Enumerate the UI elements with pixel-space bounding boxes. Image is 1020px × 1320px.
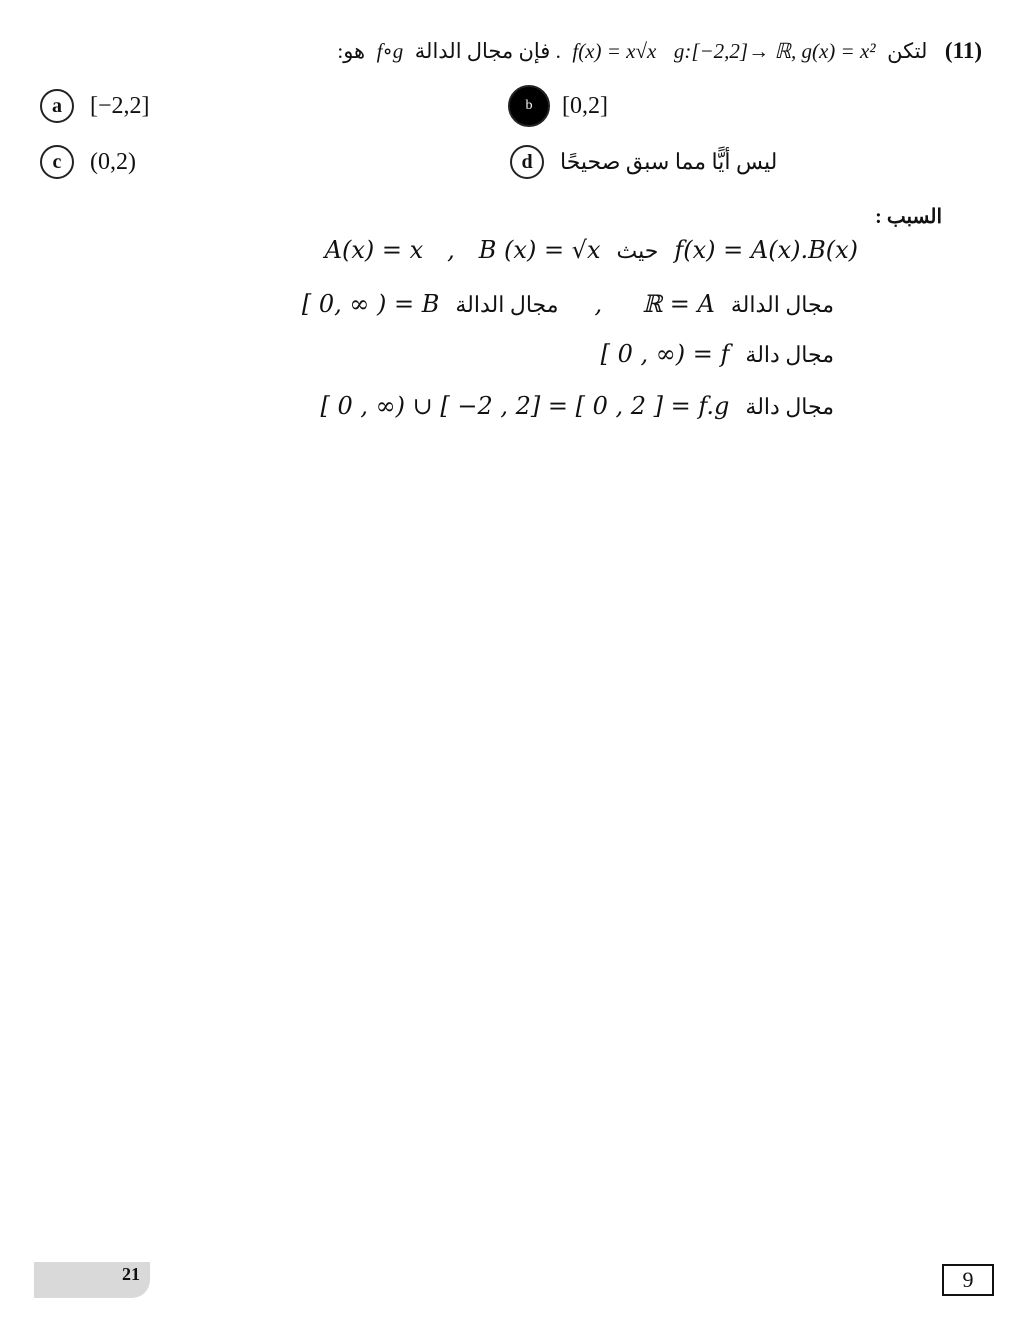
separator: , xyxy=(447,236,455,264)
g-definition: g:[−2,2]→ ℝ, g(x) = x² xyxy=(673,39,876,63)
reason-line-3 xyxy=(601,340,844,369)
page-number-box: 9 xyxy=(942,1264,994,1296)
book-page-tab xyxy=(34,1262,150,1298)
option-b[interactable] xyxy=(508,84,608,128)
separator: , xyxy=(594,290,603,318)
option-c[interactable] xyxy=(40,140,136,184)
book-page-number: 21 xyxy=(122,1264,140,1284)
reason-label: السبب : xyxy=(875,206,942,228)
domain-label-fg: مجال دالة xyxy=(745,394,834,419)
option-a[interactable] xyxy=(40,84,150,128)
domain-b: [ 0, ∞ ) = B xyxy=(301,290,440,318)
option-b-letter: b xyxy=(508,85,550,127)
a-definition: A(x) = x xyxy=(324,236,424,264)
f-definition: f(x) = x√x xyxy=(572,39,657,63)
question-intro: لتكن xyxy=(887,39,928,63)
question-ending: هو: xyxy=(337,39,366,63)
reason-line-1 xyxy=(325,236,858,265)
option-d-text: ليس أيًّا مما سبق صحيحًا xyxy=(560,149,778,174)
domain-label-a: مجال الدالة xyxy=(730,292,834,317)
question-line xyxy=(242,38,982,78)
option-d-letter: d xyxy=(510,145,544,179)
option-d[interactable] xyxy=(510,140,777,184)
reason-line-2 xyxy=(302,290,844,319)
question-connector: . فإن مجال الدالة xyxy=(414,39,561,63)
domain-label-b: مجال الدالة xyxy=(455,292,559,317)
f-product: f(x) = A(x).B(x) xyxy=(674,236,858,264)
option-c-text: (0,2) xyxy=(90,148,136,175)
option-a-letter: a xyxy=(40,89,74,123)
b-definition: B (x) = √x xyxy=(478,236,601,264)
option-c-letter: c xyxy=(40,145,74,179)
composition: f∘g xyxy=(376,39,404,63)
domain-f: [ 0 , ∞) = f xyxy=(600,340,730,368)
word-where: حيث xyxy=(616,238,659,263)
domain-label-f: مجال دالة xyxy=(745,342,834,367)
reason-line-4 xyxy=(320,392,844,421)
option-b-text: [0,2] xyxy=(562,92,608,119)
domain-a: ℝ = A xyxy=(642,290,715,318)
domain-fg: [ 0 , ∞) ∪ [ −2 , 2] = [ 0 , 2 ] = f.g xyxy=(320,392,730,420)
question-number: (11) xyxy=(944,38,982,63)
option-a-text: [−2,2] xyxy=(90,92,150,119)
